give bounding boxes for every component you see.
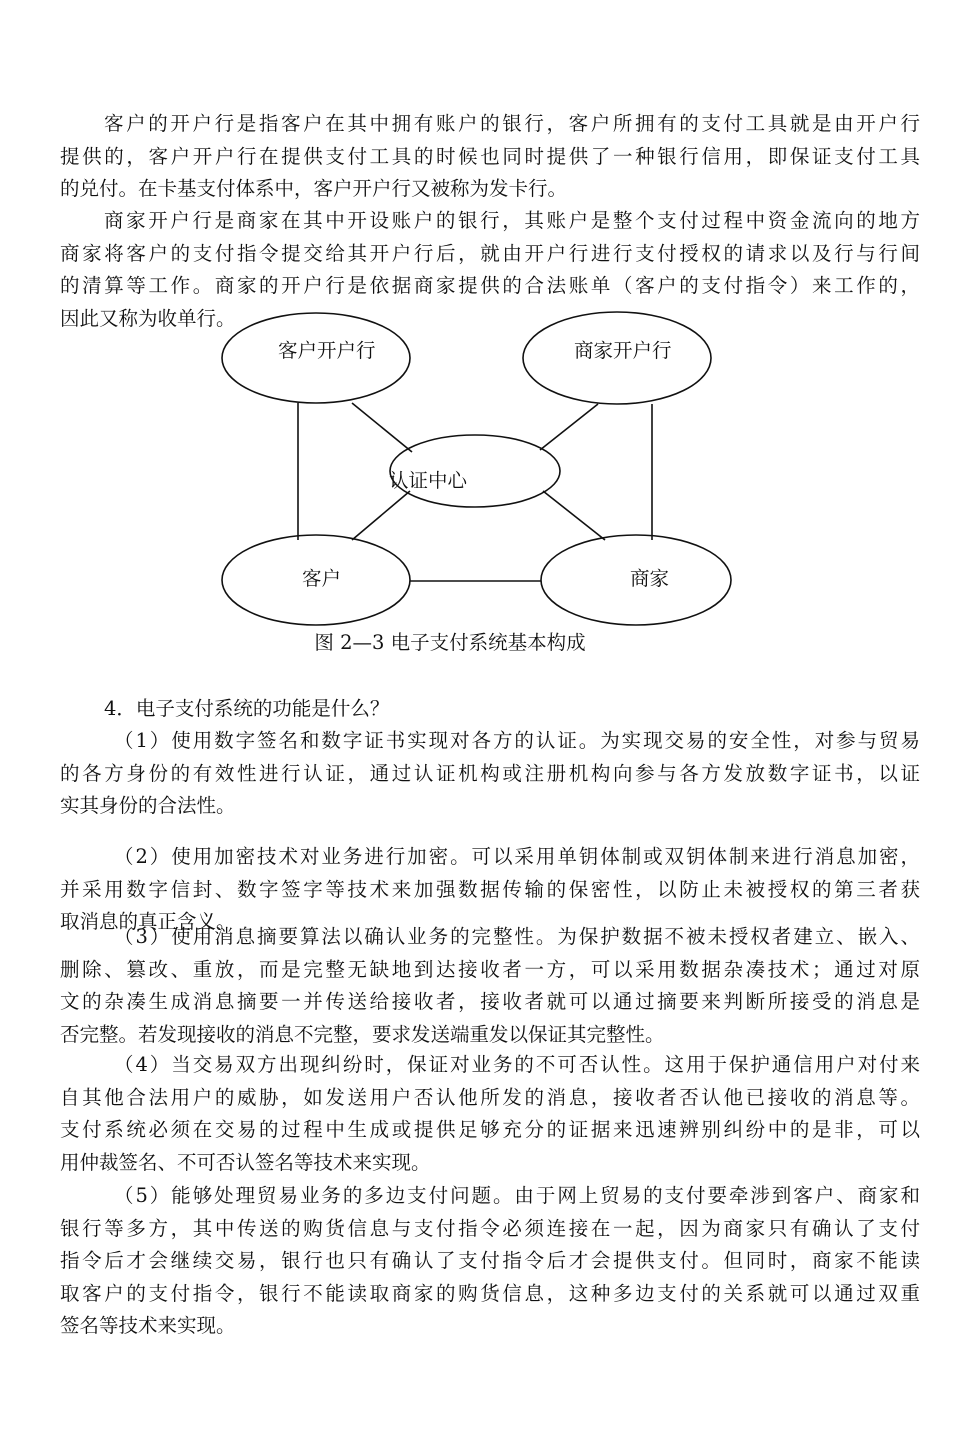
edge-merchant-bank-ca: [540, 404, 598, 450]
text-line: 签名等技术来实现。: [60, 1314, 236, 1337]
text-line: 自其他合法用户的威胁，如发送用户否认他所发的消息，接收者否认他已接收的消息等。: [60, 1085, 920, 1109]
section-item-4: [60, 1049, 920, 1179]
text-line: 客户的开户行是指客户在其中拥有账户的银行，客户所拥有的支付工具就是由开户行: [104, 112, 920, 135]
text-line: （5）能够处理贸易业务的多边支付问题。由于网上贸易的支付要牵涉到客户、商家和: [114, 1184, 920, 1207]
text-line: 取消息的真正含义。: [60, 910, 236, 933]
figure-caption: 图 2—3 电子支付系统基本构成: [314, 631, 586, 654]
payment-system-diagram: [0, 300, 975, 630]
section-title: 4．电子支付系统的功能是什么？: [104, 697, 390, 720]
section-item-5: [60, 1180, 920, 1343]
text-line: 支付系统必须在交易的过程中生成或提供足够充分的证据来迅速辨别纠纷中的是非，可以: [60, 1118, 920, 1141]
node-label-merchant-bank: 商家开户行: [574, 339, 672, 362]
text-line: 提供的，客户开户行在提供支付工具的时候也同时提供了一种银行信用，即保证支付工具: [60, 144, 920, 168]
text-line: 文的杂凑生成消息摘要一并传送给接收者，接收者就可以通过摘要来判断所接受的消息是: [60, 990, 920, 1013]
node-label-merchant: 商家: [630, 567, 670, 590]
text-line: 删除、篡改、重放，而是完整无缺地到达接收者一方，可以采用数据杂凑技术；通过对原: [60, 957, 920, 981]
text-line: 取客户的支付指令，银行不能读取商家的购货信息，这种多边支付的关系就可以通过双重: [60, 1281, 920, 1305]
text-line: 的各方身份的有效性进行认证，通过认证机构或注册机构向参与各方发放数字证书，以证: [60, 761, 920, 785]
text-line: 因此又称为收单行。: [60, 306, 236, 330]
node-label-ca: 认证中心: [389, 469, 468, 492]
text-line: （1）使用数字签名和数字证书实现对各方的认证。为实现交易的安全性，对参与贸易: [114, 729, 920, 752]
edge-ca-customer: [352, 491, 410, 540]
text-line: （3）使用消息摘要算法以确认业务的完整性。为保护数据不被未授权者建立、嵌入、: [114, 925, 920, 948]
node-label-customer: 客户: [302, 567, 342, 590]
text-line: 商家开户行是商家在其中开设账户的银行，其账户是整个支付过程中资金流向的地方: [104, 209, 920, 232]
text-line: 实其身份的合法性。: [60, 794, 236, 817]
text-line: 用仲裁签名、不可否认签名等技术来实现。: [60, 1150, 431, 1174]
text-line: （4）当交易双方出现纠纷时，保证对业务的不可否认性。这用于保护通信用户对付来: [114, 1053, 920, 1076]
text-line: 否完整。若发现接收的消息不完整，要求发送端重发以保证其完整性。: [60, 1022, 665, 1046]
edge-ca-merchant: [543, 491, 605, 540]
text-line: 的清算等工作。商家的开户行是依据商家提供的合法账单（客户的支付指令）来工作的，: [60, 274, 920, 297]
section-item-3: [60, 921, 920, 1051]
text-line: （2）使用加密技术对业务进行加密。可以采用单钥体制或双钥体制来进行消息加密，: [114, 845, 920, 868]
section-item-1: [60, 725, 920, 823]
intro-paragraph-1: [60, 108, 920, 206]
text-line: 指令后才会继续交易，银行也只有确认了支付指令后才会提供支付。但同时，商家不能读: [60, 1249, 920, 1272]
text-line: 的兑付。在卡基支付体系中，客户开户行又被称为发卡行。: [60, 177, 568, 200]
text-line: 银行等多方，其中传送的购货信息与支付指令必须连接在一起，因为商家只有确认了支付: [60, 1216, 920, 1240]
text-line: 商家将客户的支付指令提交给其开户行后，就由开户行进行支付授权的请求以及行与行间: [60, 241, 920, 265]
edge-customer-bank-ca: [352, 403, 412, 452]
text-line: 并采用数字信封、数字签字等技术来加强数据传输的保密性，以防止未被授权的第三者获: [60, 877, 920, 901]
node-label-customer-bank: 客户开户行: [278, 339, 376, 362]
